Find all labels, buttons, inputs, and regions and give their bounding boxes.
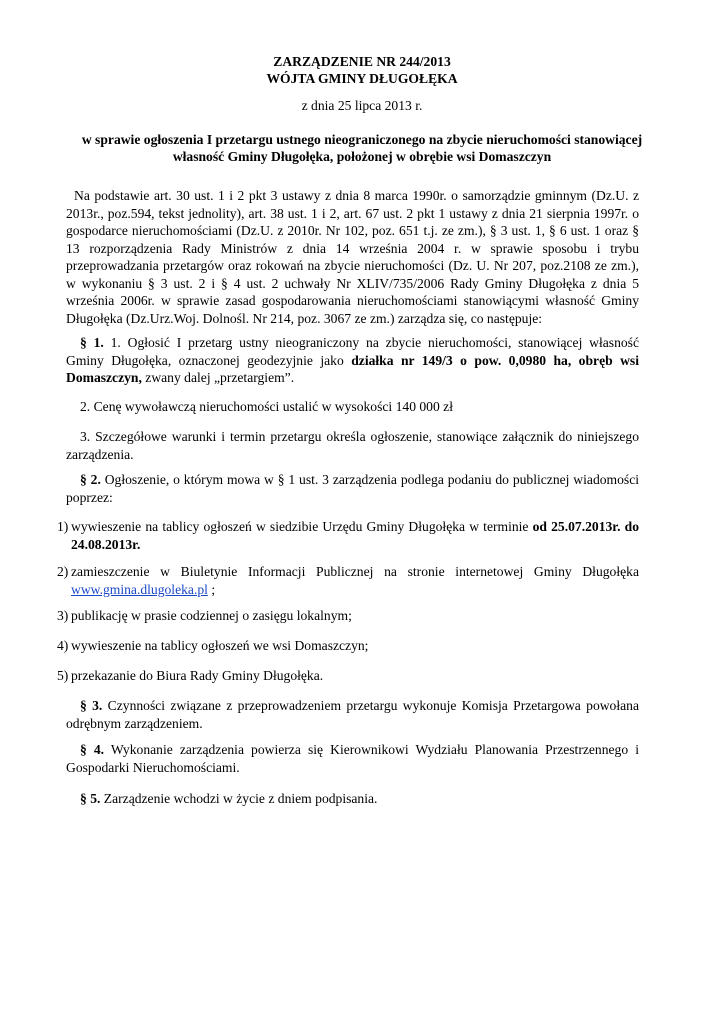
paragraph-5 xyxy=(66,790,639,808)
list-item-text: przekazanie do Biura Rady Gminy Długołęka. xyxy=(71,668,324,683)
list-item-suffix: ; xyxy=(207,581,216,597)
paragraph-1 xyxy=(66,334,639,387)
document-subject xyxy=(0,131,724,165)
list-item-number: 4) xyxy=(57,638,69,653)
paragraph-4-mark: § 4. xyxy=(80,742,105,757)
list-item-number: 3) xyxy=(57,608,69,623)
list-item xyxy=(57,667,639,685)
paragraph-3 xyxy=(66,697,639,732)
paragraph-4 xyxy=(66,741,639,776)
title-line-1: ZARZĄDZENIE NR 244/2013 xyxy=(273,54,451,69)
list-item-number: 1) xyxy=(57,519,69,534)
list-item-text: wywieszenie na tablicy ogłoszeń w siedzibie Urzędu Gminy Długołęka w terminie xyxy=(71,519,529,534)
paragraph-1-text: 1. Ogłosić I przetarg ustny nieograniczony na zbycie nieruchomości, stanowiącej własność Gminy Długołęka, oznaczonej geodezyjnie jako xyxy=(66,335,639,368)
list-item-bold: od 25.07.2013r. do 24.08.2013r. xyxy=(71,519,639,552)
paragraph-5-mark: § 5. xyxy=(80,791,101,806)
paragraph-5-text: Zarządzenie wchodzi w życie z dniem podpisania. xyxy=(103,791,378,806)
paragraph-1-tail: zwany dalej „przetargiem”. xyxy=(145,370,295,385)
list-item-number: 2) xyxy=(57,564,69,579)
paragraph-3-text: Czynności związane z przeprowadzeniem przetargu wykonuje Komisja Przetargowa powołana odrębnym zarządzeniem. xyxy=(66,698,639,731)
paragraph-2 xyxy=(66,471,639,506)
subject-line-1: w sprawie ogłoszenia I przetargu ustnego nieograniczonego na zbycie nieruchomości stanowiącej xyxy=(81,132,643,147)
subject-line-2: własność Gminy Długołęka, położonej w obrębie wsi Domaszczyn xyxy=(172,149,552,164)
list-item-number: 5) xyxy=(57,668,69,683)
paragraph-1-point-3: 3. Szczegółowe warunki i termin przetargu określa ogłoszenie, stanowiące załącznik do niniejszego zarządzenia. xyxy=(66,429,639,462)
paragraph-1-point-2: 2. Cenę wywoławczą nieruchomości ustalić w wysokości 140 000 zł xyxy=(80,399,453,414)
list-item xyxy=(57,607,639,625)
document-date: z dnia 25 lipca 2013 r. xyxy=(301,98,423,113)
document-title xyxy=(0,53,724,87)
list-item xyxy=(57,637,639,655)
list-item xyxy=(57,518,639,553)
paragraph-4-text: Wykonanie zarządzenia powierza się Kierownikowi Wydziału Planowania Przestrzennego i Gospodarki Nieruchomościami. xyxy=(66,742,640,775)
list-item-text: publikację w prasie codziennej o zasięgu lokalnym; xyxy=(71,608,352,623)
paragraph-3-mark: § 3. xyxy=(80,698,103,713)
list-item-text: wywieszenie na tablicy ogłoszeń we wsi Domaszczyn; xyxy=(71,638,369,653)
list-item-text: zamieszczenie w Biuletynie Informacji Publicznej na stronie internetowej Gminy Długołęka xyxy=(71,564,639,579)
preamble-paragraph: Na podstawie art. 30 ust. 1 i 2 pkt 3 ustawy z dnia 8 marca 1990r. o samorządzie gminnym (Dz.U. z 2013r., poz.594, tekst jednolity), art. 38 ust. 1 i 2, art. 67 ust. 2 pkt 1 ustawy z dnia 21 sierpnia 1997r. o gospodarce nieruchomościami (Dz.U. z 2010r. Nr 102, poz. 651 t.j. ze zm.), § 3 ust. 1, § 6 ust. 1 oraz § 13 rozporządzenia Rady Ministrów z dnia 14 września 2004 r. w sprawie sposobu i trybu przeprowadzania przetargów oraz rokowań na zbycie nieruchomości (Dz. U. Nr 207, poz.2108 ze zm.), w wykonaniu § 3 ust. 2 i § 4 ust. 2 uchwały Nr XLIV/735/2006 Rady Gminy Długołęka z dnia 5 września 2006r. w sprawie zasad gospodarowania nieruchomościami stanowiącymi własność Gminy Długołęka (Dz.Urz.Woj. Dolnośl. Nr 214, poz. 3067 ze zm.) zarządza się, co następuje: xyxy=(66,188,639,326)
title-line-2: WÓJTA GMINY DŁUGOŁĘKA xyxy=(266,71,458,86)
paragraph-2-mark: § 2. xyxy=(80,472,101,487)
gmina-website-link[interactable]: www.gmina.dlugoleka.pl xyxy=(71,581,208,597)
paragraph-2-text: Ogłoszenie, o którym mowa w § 1 ust. 3 zarządzenia podlega podaniu do publicznej wiadomości poprzez: xyxy=(66,472,640,505)
paragraph-1-bold: działka nr 149/3 o pow. 0,0980 ha, obręb wsi Domaszczyn, xyxy=(66,352,639,385)
paragraph-1-mark: § 1. xyxy=(80,335,104,350)
list-item xyxy=(57,563,639,598)
